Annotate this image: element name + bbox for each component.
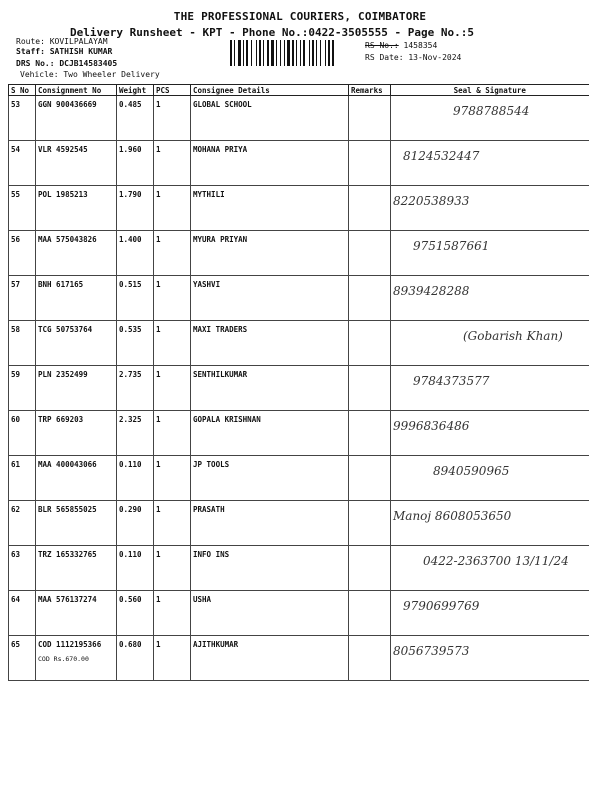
consignment-cell — [36, 231, 117, 276]
consignee-cell — [191, 546, 349, 591]
table-row — [9, 141, 589, 186]
signature-cell — [391, 501, 589, 546]
consignment-cell — [36, 96, 117, 141]
consignment-cell-text: TRP 669203 — [38, 415, 84, 424]
pcs-cell — [154, 186, 191, 231]
signature-cell — [391, 96, 589, 141]
weight-cell-text: 2.735 — [119, 370, 142, 379]
pcs-cell-text: 1 — [156, 100, 161, 109]
barcode-bar — [259, 40, 261, 66]
sno-cell — [9, 96, 36, 141]
sno-cell-text: 53 — [11, 100, 21, 109]
consignment-cell — [36, 366, 117, 411]
consignee-cell — [191, 456, 349, 501]
consignment-cell — [36, 456, 117, 501]
weight-cell-text: 0.560 — [119, 595, 142, 604]
barcode-bar — [251, 40, 252, 66]
consignment-cell-text: MAA 575043826 — [38, 235, 97, 244]
pcs-cell-text: 1 — [156, 280, 161, 289]
pcs-cell-text: 1 — [156, 505, 161, 514]
consignee-cell — [191, 276, 349, 321]
cod-amount: COD Rs.670.00 — [38, 655, 89, 663]
rs-no-line — [365, 41, 437, 50]
consignee-cell-text: USHA — [193, 595, 212, 604]
consignment-cell — [36, 636, 117, 681]
weight-cell-text: 1.400 — [119, 235, 142, 244]
remarks-cell — [349, 636, 391, 681]
handwritten-signature: 8940590965 — [433, 464, 510, 478]
sno-cell — [9, 141, 36, 186]
pcs-cell-text: 1 — [156, 460, 161, 469]
sno-cell-text: 60 — [11, 415, 21, 424]
remarks-cell — [349, 141, 391, 186]
consignment-cell-text: COD 1112195366 — [38, 640, 102, 649]
table-row — [9, 366, 589, 411]
table-row — [9, 321, 589, 366]
table-header-row — [9, 85, 589, 96]
sno-cell — [9, 456, 36, 501]
signature-cell — [391, 321, 589, 366]
handwritten-signature: 8939428288 — [393, 284, 470, 298]
pcs-cell — [154, 546, 191, 591]
signature-cell — [391, 456, 589, 501]
table-row — [9, 501, 589, 546]
signature-cell — [391, 231, 589, 276]
barcode-bar — [263, 40, 264, 66]
barcode-bar — [296, 40, 297, 66]
consignment-cell-text: TRZ 165332765 — [38, 550, 97, 559]
pcs-cell — [154, 591, 191, 636]
col-header-sno: S No — [9, 85, 36, 96]
handwritten-signature: 8056739573 — [393, 644, 470, 658]
pcs-cell-text: 1 — [156, 550, 161, 559]
consignment-cell — [36, 321, 117, 366]
pcs-cell — [154, 501, 191, 546]
handwritten-signature: 8124532447 — [403, 149, 480, 163]
rs-no-value: 1458354 — [403, 41, 438, 50]
consignee-cell — [191, 141, 349, 186]
handwritten-signature: Manoj 8608053650 — [393, 509, 512, 523]
weight-cell — [117, 636, 154, 681]
remarks-cell — [349, 456, 391, 501]
col-header-consignment: Consignment No — [36, 85, 117, 96]
consignment-cell-text: BLR 565855025 — [38, 505, 97, 514]
handwritten-signature: (Gobarish Khan) — [463, 329, 563, 343]
barcode-bar — [303, 40, 305, 66]
route-line — [16, 37, 108, 46]
consignee-cell-text: GLOBAL SCHOOL — [193, 100, 252, 109]
signature-cell — [391, 366, 589, 411]
sno-cell — [9, 501, 36, 546]
drs-line — [16, 59, 117, 68]
barcode-bar — [300, 40, 301, 66]
col-header-consignee: Consignee Details — [191, 85, 349, 96]
consignment-cell-text: MAA 400043066 — [38, 460, 97, 469]
barcode-bar — [316, 40, 317, 66]
route-label: Route: — [16, 37, 45, 46]
consignment-cell — [36, 276, 117, 321]
staff-line — [16, 47, 112, 56]
weight-cell — [117, 501, 154, 546]
weight-cell — [117, 276, 154, 321]
table-row — [9, 411, 589, 456]
table-row — [9, 636, 589, 681]
consignee-cell — [191, 591, 349, 636]
pcs-cell — [154, 96, 191, 141]
sno-cell-text: 59 — [11, 370, 21, 379]
pcs-cell-text: 1 — [156, 415, 161, 424]
col-header-signature: Seal & Signature — [391, 85, 589, 96]
consignee-cell-text: AJITHKUMAR — [193, 640, 239, 649]
sno-cell-text: 55 — [11, 190, 21, 199]
weight-cell-text: 0.515 — [119, 280, 142, 289]
pcs-cell — [154, 411, 191, 456]
consignee-cell — [191, 366, 349, 411]
vehicle-label: Vehicle: — [20, 70, 59, 79]
sno-cell — [9, 546, 36, 591]
table-row — [9, 456, 589, 501]
signature-cell — [391, 591, 589, 636]
consignment-cell-text: MAA 576137274 — [38, 595, 97, 604]
consignee-cell — [191, 231, 349, 276]
remarks-cell — [349, 546, 391, 591]
barcode-bar — [309, 40, 310, 66]
sno-cell — [9, 366, 36, 411]
barcode-bar — [287, 40, 290, 66]
consignment-cell-text: PLN 2352499 — [38, 370, 88, 379]
remarks-cell — [349, 501, 391, 546]
consignee-cell-text: JP TOOLS — [193, 460, 230, 469]
barcode-bar — [328, 40, 330, 66]
consignee-cell — [191, 636, 349, 681]
table-row — [9, 96, 589, 141]
handwritten-signature: 9788788544 — [453, 104, 530, 118]
rs-date-line — [365, 53, 461, 62]
col-header-remarks: Remarks — [349, 85, 391, 96]
weight-cell — [117, 186, 154, 231]
rs-date-label: RS Date: — [365, 53, 404, 62]
pcs-cell-text: 1 — [156, 325, 161, 334]
weight-cell-text: 0.110 — [119, 550, 142, 559]
pcs-cell-text: 1 — [156, 640, 161, 649]
pcs-cell — [154, 456, 191, 501]
barcode-bar — [256, 40, 257, 66]
handwritten-signature: 9751587661 — [413, 239, 490, 253]
consignee-cell — [191, 186, 349, 231]
weight-cell — [117, 366, 154, 411]
consignee-cell-text: INFO INS — [193, 550, 230, 559]
consignment-cell — [36, 141, 117, 186]
sno-cell — [9, 231, 36, 276]
sno-cell — [9, 636, 36, 681]
signature-cell — [391, 636, 589, 681]
barcode-bar — [267, 40, 269, 66]
weight-cell-text: 1.790 — [119, 190, 142, 199]
barcode-bar — [234, 40, 235, 66]
weight-cell — [117, 96, 154, 141]
pcs-cell-text: 1 — [156, 235, 161, 244]
weight-cell-text: 0.290 — [119, 505, 142, 514]
pcs-cell-text: 1 — [156, 370, 161, 379]
weight-cell — [117, 546, 154, 591]
handwritten-signature: 9790699769 — [403, 599, 480, 613]
table-row — [9, 276, 589, 321]
weight-cell-text: 1.960 — [119, 145, 142, 154]
remarks-cell — [349, 186, 391, 231]
consignment-cell-text: POL 1985213 — [38, 190, 88, 199]
sno-cell — [9, 186, 36, 231]
barcode-bar — [246, 40, 248, 66]
pcs-cell — [154, 636, 191, 681]
consignee-cell-text: YASHVI — [193, 280, 221, 289]
consignment-cell-text: BNH 617165 — [38, 280, 84, 289]
consignee-cell-text: MYURA PRIYAN — [193, 235, 248, 244]
remarks-cell — [349, 231, 391, 276]
barcode-bar — [276, 40, 277, 66]
consignee-cell-text: PRASATH — [193, 505, 225, 514]
sno-cell-text: 58 — [11, 325, 21, 334]
weight-cell-text: 0.110 — [119, 460, 142, 469]
consignee-cell-text: MOHANA PRIYA — [193, 145, 248, 154]
sno-cell-text: 62 — [11, 505, 21, 514]
consignee-cell — [191, 96, 349, 141]
consignment-cell-text: VLR 4592545 — [38, 145, 88, 154]
table-row — [9, 591, 589, 636]
barcode-bar — [312, 40, 314, 66]
consignee-cell-text: GOPALA KRISHNAN — [193, 415, 261, 424]
consignee-cell — [191, 321, 349, 366]
table-row — [9, 186, 589, 231]
sno-cell-text: 56 — [11, 235, 21, 244]
consignment-cell — [36, 501, 117, 546]
weight-cell — [117, 591, 154, 636]
consignment-cell-text: TCG 50753764 — [38, 325, 93, 334]
sno-cell — [9, 321, 36, 366]
handwritten-signature: 9784373577 — [413, 374, 490, 388]
handwritten-signature: 0422-2363700 13/11/24 — [423, 554, 569, 568]
signature-cell — [391, 546, 589, 591]
sno-cell-text: 65 — [11, 640, 21, 649]
drs-label: DRS No.: — [16, 59, 55, 68]
sno-cell-text: 54 — [11, 145, 21, 154]
consignee-cell-text: SENTHILKUMAR — [193, 370, 248, 379]
sno-cell — [9, 411, 36, 456]
barcode-bar — [271, 40, 274, 66]
remarks-cell — [349, 591, 391, 636]
sno-cell-text: 63 — [11, 550, 21, 559]
rs-date-value: 13-Nov-2024 — [408, 53, 462, 62]
remarks-cell — [349, 366, 391, 411]
staff-value: SATHISH KUMAR — [49, 47, 113, 56]
weight-cell — [117, 321, 154, 366]
consignment-cell — [36, 546, 117, 591]
consignee-cell-text: MYTHILI — [193, 190, 225, 199]
remarks-cell — [349, 96, 391, 141]
pcs-cell — [154, 321, 191, 366]
barcode-bar — [230, 40, 232, 66]
pcs-cell-text: 1 — [156, 145, 161, 154]
barcode-bar — [325, 40, 326, 66]
pcs-cell — [154, 231, 191, 276]
runsheet-subtitle: Delivery Runsheet - KPT - Phone No.:0422-3505555 - Page No.:5 — [70, 26, 474, 39]
consignee-cell — [191, 501, 349, 546]
pcs-cell — [154, 276, 191, 321]
consignment-cell-text: GGN 900436669 — [38, 100, 97, 109]
table-row — [9, 231, 589, 276]
consignee-cell-text: MAXI TRADERS — [193, 325, 248, 334]
consignment-cell — [36, 411, 117, 456]
vehicle-value: Two Wheeler Delivery — [63, 70, 160, 79]
sno-cell-text: 57 — [11, 280, 21, 289]
signature-cell — [391, 141, 589, 186]
weight-cell — [117, 231, 154, 276]
signature-cell — [391, 276, 589, 321]
remarks-cell — [349, 276, 391, 321]
signature-cell — [391, 411, 589, 456]
sno-cell — [9, 276, 36, 321]
signature-cell — [391, 186, 589, 231]
barcode-bar — [292, 40, 294, 66]
sno-cell-text: 64 — [11, 595, 21, 604]
barcode-bar — [280, 40, 281, 66]
weight-cell — [117, 411, 154, 456]
col-header-pcs: PCS — [154, 85, 191, 96]
sno-cell-text: 61 — [11, 460, 21, 469]
pcs-cell-text: 1 — [156, 190, 161, 199]
pcs-cell-text: 1 — [156, 595, 161, 604]
col-header-weight: Weight — [117, 85, 154, 96]
weight-cell — [117, 141, 154, 186]
remarks-cell — [349, 411, 391, 456]
barcode-bar — [284, 40, 285, 66]
weight-cell-text: 0.485 — [119, 100, 142, 109]
staff-label: Staff: — [16, 47, 45, 56]
runsheet-table — [8, 84, 589, 681]
weight-cell-text: 0.680 — [119, 640, 142, 649]
remarks-cell — [349, 321, 391, 366]
barcode-image — [230, 40, 362, 66]
handwritten-signature: 8220538933 — [393, 194, 470, 208]
consignment-cell — [36, 591, 117, 636]
table-row — [9, 546, 589, 591]
route-value: KOVILPALAYAM — [49, 37, 108, 46]
handwritten-signature: 9996836486 — [393, 419, 470, 433]
weight-cell-text: 2.325 — [119, 415, 142, 424]
consignment-cell — [36, 186, 117, 231]
drs-value: DCJB14583405 — [59, 59, 118, 68]
weight-cell — [117, 456, 154, 501]
barcode-bar — [238, 40, 241, 66]
barcode-bar — [320, 40, 321, 66]
sno-cell — [9, 591, 36, 636]
company-title: THE PROFESSIONAL COURIERS, COIMBATORE — [173, 10, 427, 23]
rs-no-label: RS No.: — [365, 41, 399, 50]
barcode-bar — [243, 40, 244, 66]
consignee-cell — [191, 411, 349, 456]
weight-cell-text: 0.535 — [119, 325, 142, 334]
pcs-cell — [154, 366, 191, 411]
pcs-cell — [154, 141, 191, 186]
barcode-bar — [332, 40, 334, 66]
vehicle-line — [20, 70, 160, 79]
